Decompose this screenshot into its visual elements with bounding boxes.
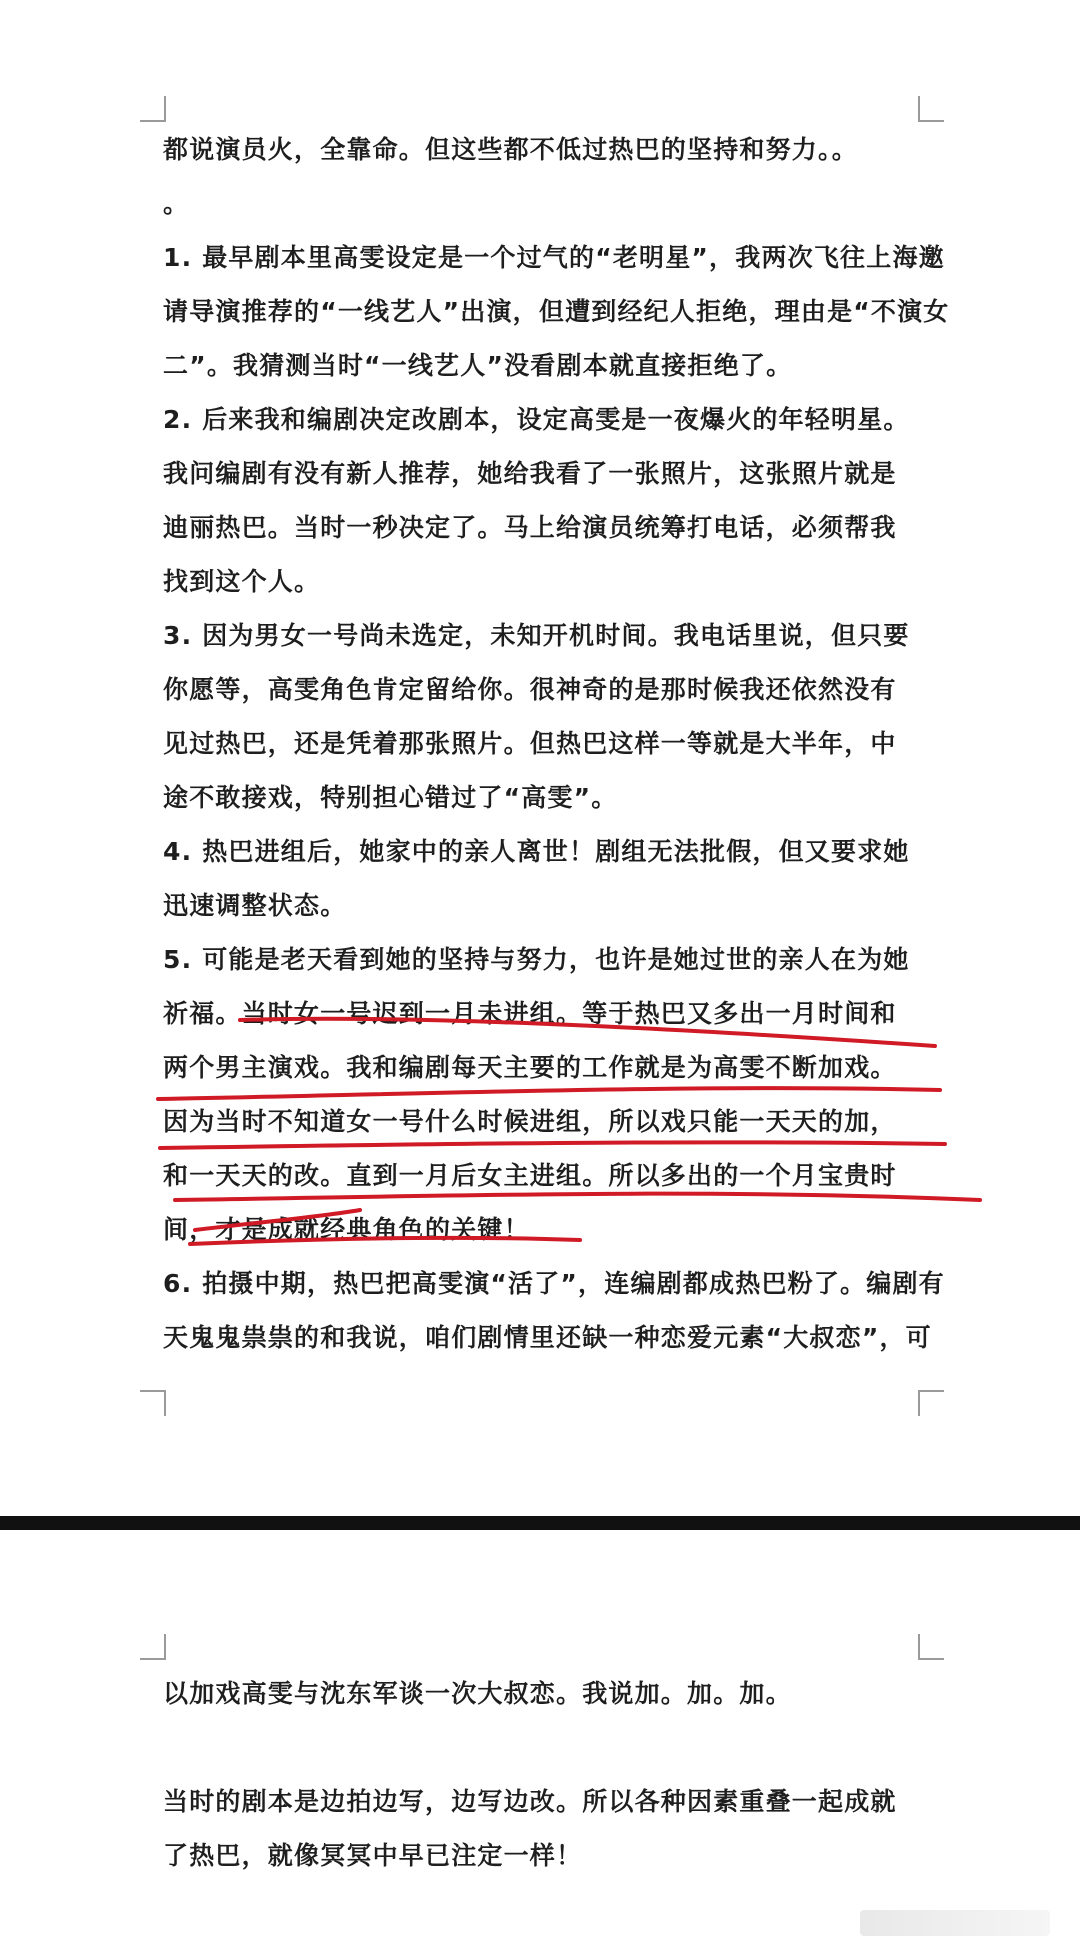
text-line: 见过热巴，还是凭着那张照片。但热巴这样一等就是大半年，中 <box>163 729 897 758</box>
text-line: 我问编剧有没有新人推荐，她给我看了一张照片，这张照片就是 <box>163 459 897 488</box>
text-line: 都说演员火，全靠命。但这些都不低过热巴的坚持和努力。。 <box>163 135 858 164</box>
text-line: 和一天天的改。直到一月后女主进组。所以多出的一个月宝贵时 <box>163 1161 897 1190</box>
text-line: 以加戏高雯与沈东军谈一次大叔恋。我说加。加。加。 <box>163 1679 792 1708</box>
page-1-body <box>163 123 950 1365</box>
watermark <box>860 1910 1050 1936</box>
text-line: 当时的剧本是边拍边写，边写边改。所以各种因素重叠一起成就 <box>163 1787 897 1816</box>
text-line: 6. 拍摄中期，热巴把高雯演“活了”，连编剧都成热巴粉了。编剧有 <box>163 1269 945 1298</box>
page-corner-mark <box>918 96 944 122</box>
text-line: 间，才是成就经典角色的关键！ <box>163 1215 530 1244</box>
text-line: 1. 最早剧本里高雯设定是一个过气的“老明星”，我两次飞往上海邀 <box>163 243 945 272</box>
text-line: 了热巴，就像冥冥中早已注定一样！ <box>163 1841 583 1870</box>
text-line: 2. 后来我和编剧决定改剧本，设定高雯是一夜爆火的年轻明星。 <box>163 405 910 434</box>
page-corner-mark <box>918 1634 944 1660</box>
text-line: 请导演推荐的“一线艺人”出演，但遭到经纪人拒绝，理由是“不演女 <box>163 297 950 326</box>
page-divider <box>0 1516 1080 1530</box>
paragraph-gap <box>163 1721 933 1775</box>
text-line: 找到这个人。 <box>163 567 321 596</box>
page-corner-mark <box>918 1390 944 1416</box>
text-line: 。 <box>163 189 190 218</box>
text-line: 5. 可能是老天看到她的坚持与努力，也许是她过世的亲人在为她 <box>163 945 910 974</box>
page-corner-mark <box>140 96 166 122</box>
document-page-2 <box>0 1530 1080 1948</box>
text-line: 祈福。当时女一号迟到一月未进组。等于热巴又多出一月时间和 <box>163 999 897 1028</box>
text-line: 天鬼鬼祟祟的和我说，咱们剧情里还缺一种恋爱元素“大叔恋”，可 <box>163 1323 932 1352</box>
text-line: 二”。我猜测当时“一线艺人”没看剧本就直接拒绝了。 <box>163 351 793 380</box>
page-corner-mark <box>140 1634 166 1660</box>
text-line: 迪丽热巴。当时一秒决定了。马上给演员统筹打电话，必须帮我 <box>163 513 897 542</box>
text-line: 你愿等，高雯角色肯定留给你。很神奇的是那时候我还依然没有 <box>163 675 897 704</box>
text-line: 4. 热巴进组后，她家中的亲人离世！剧组无法批假，但又要求她 <box>163 837 910 866</box>
text-line: 迅速调整状态。 <box>163 891 347 920</box>
text-line: 因为当时不知道女一号什么时候进组，所以戏只能一天天的加， <box>163 1107 897 1136</box>
page-corner-mark <box>140 1390 166 1416</box>
text-line: 3. 因为男女一号尚未选定，未知开机时间。我电话里说，但只要 <box>163 621 910 650</box>
text-line: 两个男主演戏。我和编剧每天主要的工作就是为高雯不断加戏。 <box>163 1053 897 1082</box>
page-2-body <box>163 1667 933 1883</box>
text-line: 途不敢接戏，特别担心错过了“高雯”。 <box>163 783 618 812</box>
